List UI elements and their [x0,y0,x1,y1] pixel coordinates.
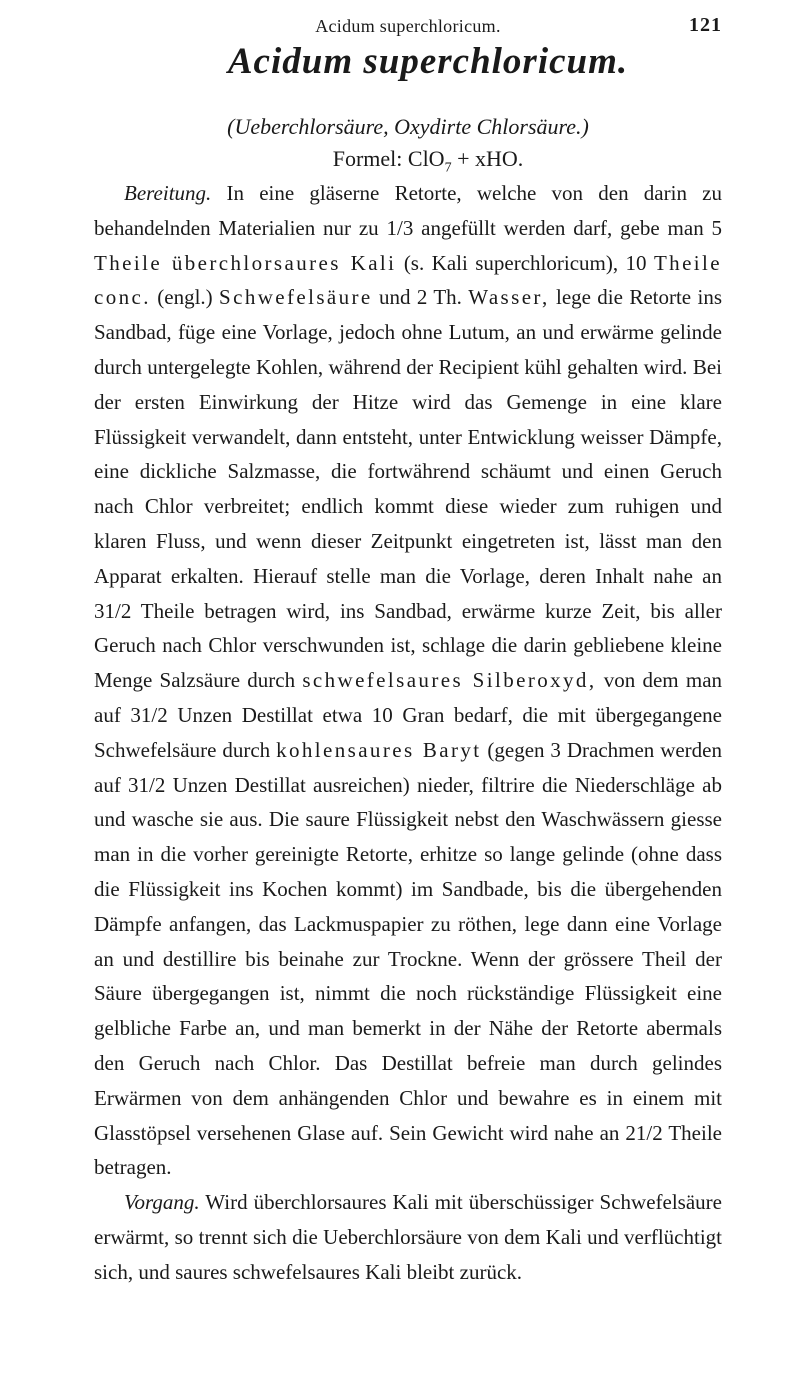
fraction: 1/2 [635,1120,663,1145]
text-run: Unzen Destillat ausreichen) nieder, filtrire die Niederschläge ab und wasche sie aus. Die saure Flüssigkeit nebst den Waschwässern giesse man in die vorher gereinigte Retorte, erhitze so lange gelinde (ohne dass die Flüssigkeit ins Kochen kommt) im Sandbade, bis die übergehenden Dämpfe anfangen, das Lackmuspapier zu röthen, lege dann eine Vorlage an und destillire bis beinahe zur Trockne. Wenn der grössere Theil der Säure übergegangen ist, nimmt die noch rückständige Flüssigkeit eine gelbliche Farbe an, und man bemerkt in der Nähe der Retorte abermals den Geruch nach Chlor. Das Destillat befreie man durch gelindes Erwärmen von dem anhängenden Chlor und bewahre es in einem mit Glasstöpsel versehenen Glase auf. Sein Gewicht wird nahe an 2 [94,772,722,1145]
fraction: 1/2 [140,702,168,727]
emphasis: Wasser, [468,285,550,310]
formula-rest: + xHO. [451,146,524,171]
emphasis: Theile überchlorsaures Kali [94,250,397,275]
paragraph-lead: Vorgang. [124,1190,200,1215]
text-run: In eine gläserne Retorte, welche von den darin zu behandelnden Materialien nur zu [94,181,722,240]
page-number: 121 [689,14,722,36]
paragraph-vorgang [94,1185,722,1289]
emphasis: Schwefelsäure [219,285,373,310]
text-run: (engl.) [150,285,220,310]
article-title: Acidum superchloricum. [227,41,629,82]
page [94,0,722,1373]
text-run: Wird überchlorsaures Kali mit überschüssiger Schwefelsäure erwärmt, so trennt sich die Ueberchlorsäure von dem Kali und verflüchtigt sich, und saures schwefelsaures Kali bleibt zurück. [94,1190,722,1284]
article-subtitle: (Ueberchlorsäure, Oxydirte Chlorsäure.) [227,114,589,139]
text-run: Unzen Destillat etwa 10 Gran bedarf, die mit übergegangene Schwefelsäure durch [94,702,722,762]
fraction: 1/2 [138,772,166,797]
paragraph-lead: Bereitung. [124,181,212,205]
fraction: 1/3 [386,215,414,240]
page-header [94,0,722,86]
emphasis: Theile conc. [94,250,722,310]
formula-label: Formel: ClO [332,146,445,171]
text-run: angefüllt werden darf, gebe man 5 [413,215,723,240]
text-run: und 2 Th. [372,285,469,310]
text-run: (s. Kali superchloricum), 10 [396,250,654,275]
text-run: lege die Retorte ins Sandbad, füge eine Vorlage, jedoch ohne Lutum, an und erwärme gelinde durch untergelegte Kohlen, während der Recipient kühl gehalten wird. Bei der ersten Einwirkung der Hitze wird das Gemenge in eine klare Flüssigkeit verwandelt, dann entsteht, unter Entwicklung weisser Dämpfe, eine dickliche Salzmasse, die fortwährend schäumt und einen Geruch nach Chlor verbreitet; endlich kommt diese wieder zum ruhigen und klaren Fluss, und wenn dieser Zeitpunkt eingetreten ist, lässt man den Apparat erkalten. Hierauf stelle man die Vorlage, deren Inhalt nahe an 3 [94,285,722,623]
formula-subscript: 7 [444,160,452,176]
running-title: Acidum superchloricum. [315,16,501,36]
fraction: 1/2 [104,598,132,623]
emphasis: schwefelsaures Silberoxyd, [302,668,597,693]
article-body [94,176,722,1290]
text-run: Theile betragen. [94,1120,722,1180]
paragraph-bereitung [94,176,722,1185]
text-run: (gegen 3 Drachmen werden auf 3 [94,737,722,797]
chemical-formula [94,142,722,176]
emphasis: kohlensaures Baryt [276,737,482,762]
text-run: Theile betragen wird, ins Sandbad, erwärme kurze Zeit, bis aller Geruch nach Chlor verschwunden ist, schlage die darin gebliebene kleine Menge Salzsäure durch [94,598,722,693]
text-run: von dem man auf 3 [94,668,723,727]
